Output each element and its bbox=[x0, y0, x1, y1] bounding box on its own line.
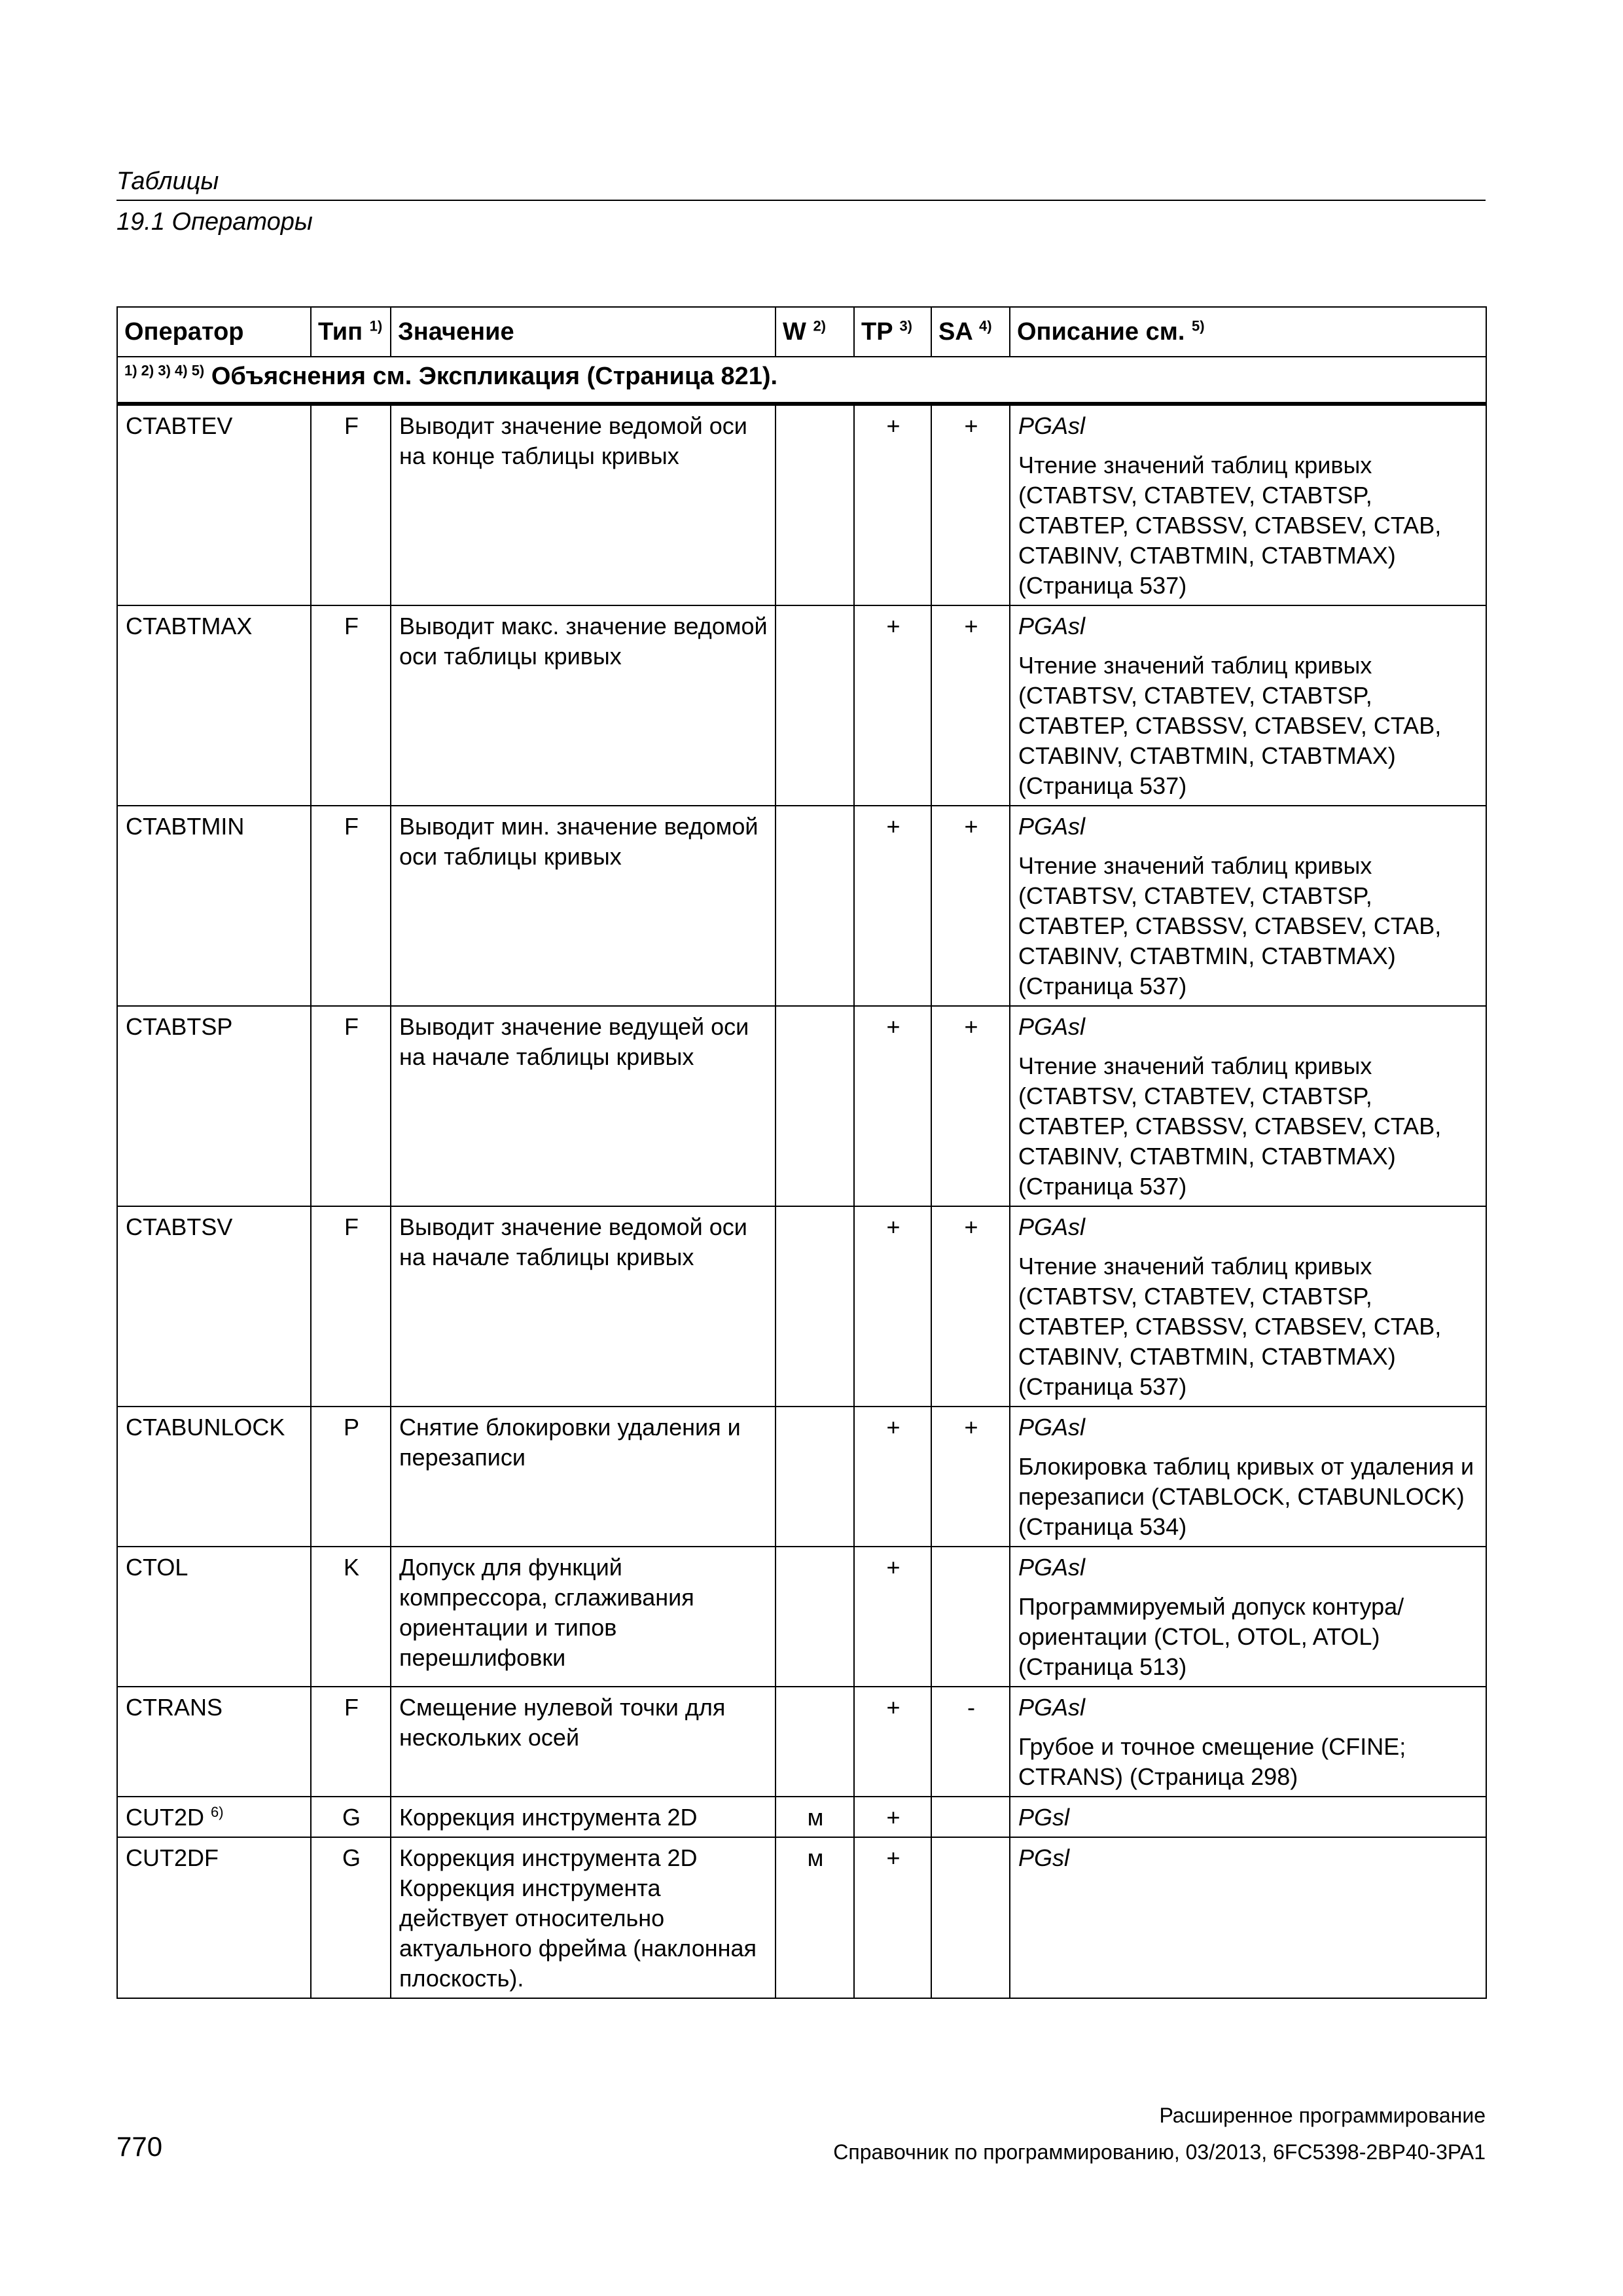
sa-cell: + bbox=[931, 806, 1010, 1006]
table-header-row bbox=[117, 307, 1486, 357]
sa-cell: + bbox=[931, 1006, 1010, 1206]
doc-reference: PGAsl bbox=[1018, 813, 1086, 840]
w-cell: м bbox=[776, 1837, 854, 1998]
table-row bbox=[117, 605, 1486, 806]
tp-cell: + bbox=[854, 806, 931, 1006]
w-cell bbox=[776, 1206, 854, 1407]
table-row bbox=[117, 806, 1486, 1006]
description-cell bbox=[1010, 605, 1486, 806]
col-meaning-header: Значение bbox=[391, 307, 776, 357]
type-cell: G bbox=[311, 1797, 391, 1837]
col-w-header: W $^{2)}$ bbox=[776, 307, 854, 357]
doc-reference: PGsl bbox=[1018, 1804, 1070, 1831]
type-cell: F bbox=[311, 1206, 391, 1407]
operator-cell: CTRANS bbox=[117, 1687, 311, 1797]
description-cell bbox=[1010, 1837, 1486, 1998]
table-row bbox=[117, 1206, 1486, 1407]
w-cell: м bbox=[776, 1797, 854, 1837]
doc-reference: PGsl bbox=[1018, 1844, 1070, 1871]
doc-reference: PGAsl bbox=[1018, 1694, 1086, 1721]
description-cell bbox=[1010, 404, 1486, 605]
sa-cell: - bbox=[931, 1687, 1010, 1797]
description-cell bbox=[1010, 1547, 1486, 1687]
doc-reference: PGAsl bbox=[1018, 412, 1086, 439]
type-cell: P bbox=[311, 1407, 391, 1547]
meaning-cell: Смещение нулевой точки для нескольких осей bbox=[391, 1687, 776, 1797]
footer-book-title: Расширенное программирование bbox=[1159, 2104, 1486, 2127]
type-cell: F bbox=[311, 806, 391, 1006]
sa-cell: + bbox=[931, 1407, 1010, 1547]
col-tp-header: TP $^{3)}$ bbox=[854, 307, 931, 357]
footnote-explanation: $^{1) 2) 3) 4) 5)}$ Объяснения см. Экспликация (Страница 821). bbox=[117, 357, 1486, 404]
description-link[interactable]: Блокировка таблиц кривых от удаления и перезаписи (CTABLOCK, CTABUNLOCK) (Страница 534) bbox=[1018, 1453, 1474, 1540]
doc-reference: PGAsl bbox=[1018, 613, 1086, 639]
operator-cell: CTABTEV bbox=[117, 404, 311, 605]
description-link[interactable]: Грубое и точное смещение (CFINE; CTRANS) (Страница 298) bbox=[1018, 1733, 1406, 1790]
chapter-title: Таблицы bbox=[116, 168, 219, 195]
description-link[interactable]: Чтение значений таблиц кривых (CTABTSV, CTABTEV, CTABTSP, CTABTEP, CTABSSV, CTABSEV, CTAB, CTABINV, CTABTMIN, CTABTMAX) (Страница 537) bbox=[1018, 1253, 1442, 1400]
operator-cell: CTABTSP bbox=[117, 1006, 311, 1206]
w-cell bbox=[776, 1547, 854, 1687]
sa-cell: + bbox=[931, 404, 1010, 605]
meaning-cell: Выводит макс. значение ведомой оси таблицы кривых bbox=[391, 605, 776, 806]
doc-reference: PGAsl bbox=[1018, 1414, 1086, 1441]
description-link[interactable]: Чтение значений таблиц кривых (CTABTSV, CTABTEV, CTABTSP, CTABTEP, CTABSSV, CTABSEV, CTAB, CTABINV, CTABTMIN, CTABTMAX) (Страница 537) bbox=[1018, 652, 1442, 799]
tp-cell: + bbox=[854, 1407, 931, 1547]
tp-cell: + bbox=[854, 1837, 931, 1998]
tp-cell: + bbox=[854, 1687, 931, 1797]
sa-cell: + bbox=[931, 605, 1010, 806]
meaning-cell: Коррекция инструмента 2D Коррекция инструмента действует относительно актуального фрейма (наклонная плоскость). bbox=[391, 1837, 776, 1998]
col-desc-header: Описание см. $^{5)}$ bbox=[1010, 307, 1486, 357]
tp-cell: + bbox=[854, 605, 931, 806]
description-link[interactable]: Программируемый допуск контура/ориентации (CTOL, OTOL, ATOL) (Страница 513) bbox=[1018, 1593, 1404, 1680]
tp-cell: + bbox=[854, 1547, 931, 1687]
type-cell: K bbox=[311, 1547, 391, 1687]
table-row bbox=[117, 1797, 1486, 1837]
meaning-cell: Допуск для функций компрессора, сглаживания ориентации и типов перешлифовки bbox=[391, 1547, 776, 1687]
meaning-cell: Выводит мин. значение ведомой оси таблицы кривых bbox=[391, 806, 776, 1006]
w-cell bbox=[776, 806, 854, 1006]
description-link[interactable]: Чтение значений таблиц кривых (CTABTSV, CTABTEV, CTABTSP, CTABTEP, CTABSSV, CTABSEV, CTAB, CTABINV, CTABTMIN, CTABTMAX) (Страница 537) bbox=[1018, 1052, 1442, 1200]
doc-reference: PGAsl bbox=[1018, 1554, 1086, 1581]
operator-cell: CTABUNLOCK bbox=[117, 1407, 311, 1547]
tp-cell: + bbox=[854, 1206, 931, 1407]
type-cell: G bbox=[311, 1837, 391, 1998]
description-cell bbox=[1010, 1407, 1486, 1547]
table-row bbox=[117, 404, 1486, 605]
sa-cell bbox=[931, 1837, 1010, 1998]
section-title: 19.1 Операторы bbox=[116, 208, 313, 236]
description-cell bbox=[1010, 1006, 1486, 1206]
type-cell: F bbox=[311, 1006, 391, 1206]
header-divider bbox=[116, 200, 1486, 201]
description-link[interactable]: Чтение значений таблиц кривых (CTABTSV, CTABTEV, CTABTSP, CTABTEP, CTABSSV, CTABSEV, CTAB, CTABINV, CTABTMIN, CTABTMAX) (Страница 537) bbox=[1018, 452, 1442, 599]
description-cell bbox=[1010, 1687, 1486, 1797]
meaning-cell: Выводит значение ведомой оси на начале таблицы кривых bbox=[391, 1206, 776, 1407]
table-row bbox=[117, 1687, 1486, 1797]
operator-cell: CTABTMIN bbox=[117, 806, 311, 1006]
sa-cell: + bbox=[931, 1206, 1010, 1407]
w-cell bbox=[776, 1407, 854, 1547]
table-row bbox=[117, 1006, 1486, 1206]
operator-cell: CTOL bbox=[117, 1547, 311, 1687]
description-cell bbox=[1010, 1206, 1486, 1407]
page-number: 770 bbox=[116, 2131, 163, 2162]
w-cell bbox=[776, 605, 854, 806]
w-cell bbox=[776, 404, 854, 605]
meaning-cell: Коррекция инструмента 2D bbox=[391, 1797, 776, 1837]
doc-reference: PGAsl bbox=[1018, 1213, 1086, 1240]
meaning-cell: Выводит значение ведущей оси на начале таблицы кривых bbox=[391, 1006, 776, 1206]
col-operator-header: Оператор bbox=[117, 307, 311, 357]
table-row bbox=[117, 1547, 1486, 1687]
type-cell: F bbox=[311, 404, 391, 605]
table-row bbox=[117, 1837, 1486, 1998]
description-cell bbox=[1010, 806, 1486, 1006]
table-row bbox=[117, 1407, 1486, 1547]
tp-cell: + bbox=[854, 1797, 931, 1837]
description-link[interactable]: Чтение значений таблиц кривых (CTABTSV, CTABTEV, CTABTSP, CTABTEP, CTABSSV, CTABSEV, CTAB, CTABINV, CTABTMIN, CTABTMAX) (Страница 537) bbox=[1018, 852, 1442, 999]
type-cell: F bbox=[311, 1687, 391, 1797]
footer-doc-info: Справочник по программированию, 03/2013, 6FC5398-2BP40-3PA1 bbox=[833, 2140, 1486, 2164]
operator-cell: CUT2DF bbox=[117, 1837, 311, 1998]
type-cell: F bbox=[311, 605, 391, 806]
doc-reference: PGAsl bbox=[1018, 1013, 1086, 1040]
col-sa-header: SA $^{4)}$ bbox=[931, 307, 1010, 357]
operators-table bbox=[116, 306, 1487, 1999]
sa-cell bbox=[931, 1547, 1010, 1687]
col-type-header: Тип $^{1)}$ bbox=[311, 307, 391, 357]
meaning-cell: Выводит значение ведомой оси на конце таблицы кривых bbox=[391, 404, 776, 605]
operator-cell: CTABTMAX bbox=[117, 605, 311, 806]
tp-cell: + bbox=[854, 404, 931, 605]
sa-cell bbox=[931, 1797, 1010, 1837]
w-cell bbox=[776, 1006, 854, 1206]
w-cell bbox=[776, 1687, 854, 1797]
operator-cell: CTABTSV bbox=[117, 1206, 311, 1407]
operator-cell: CUT2D $^{6)}$ bbox=[117, 1797, 311, 1837]
meaning-cell: Снятие блокировки удаления и перезаписи bbox=[391, 1407, 776, 1547]
description-cell bbox=[1010, 1797, 1486, 1837]
tp-cell: + bbox=[854, 1006, 931, 1206]
